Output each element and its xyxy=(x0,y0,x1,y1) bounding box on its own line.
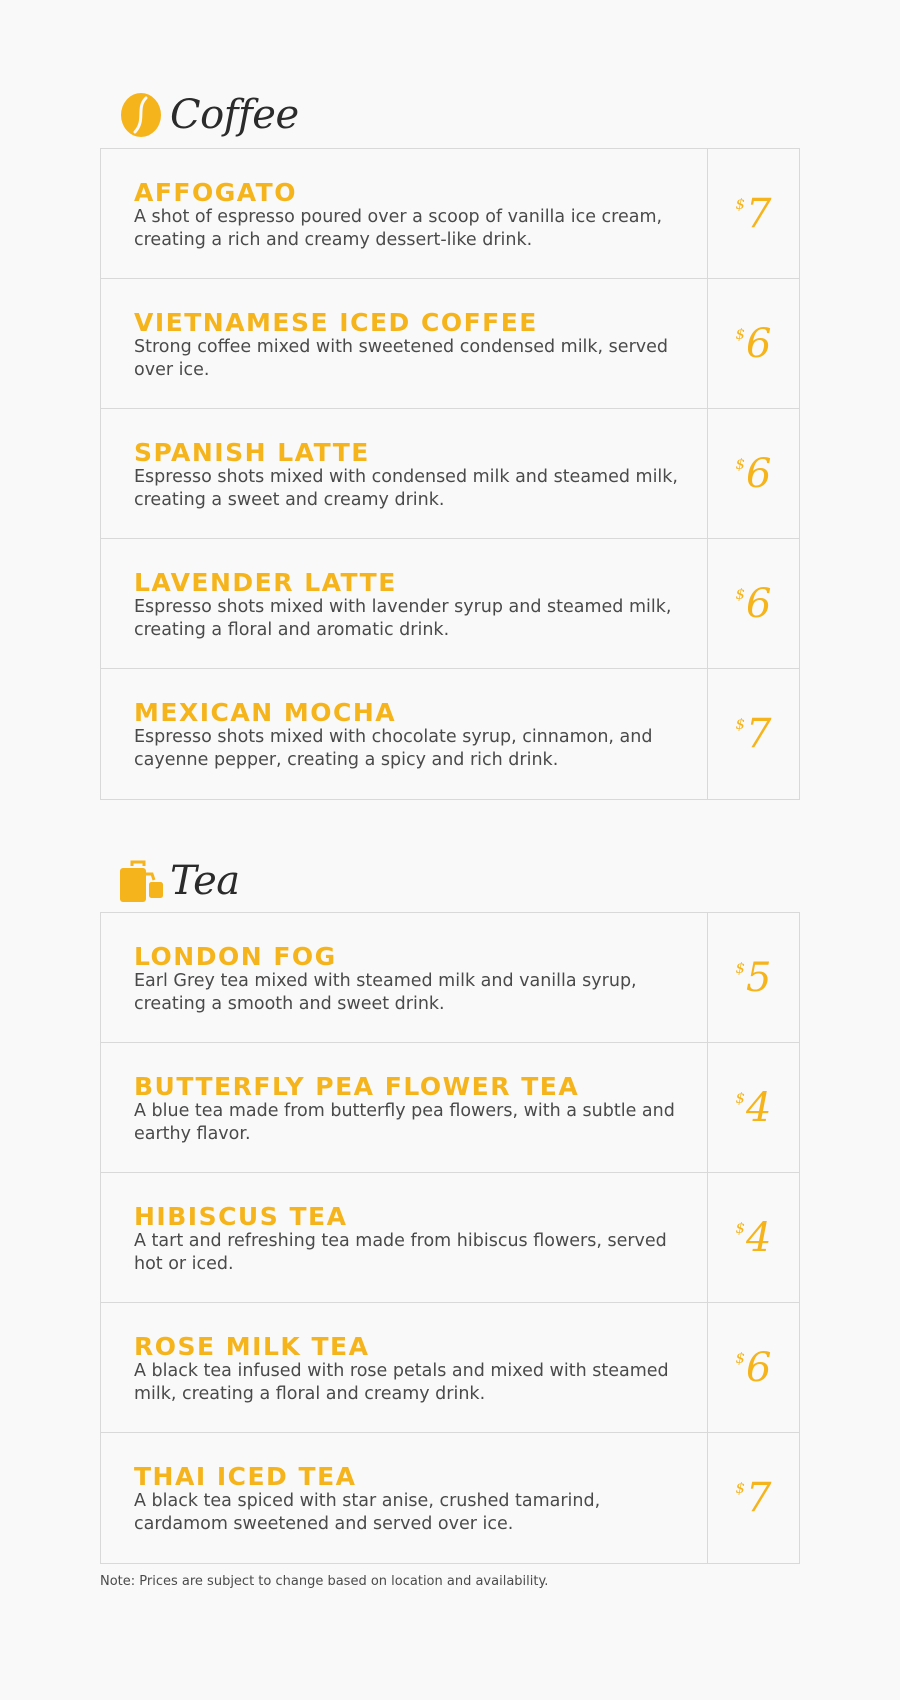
price-cell xyxy=(708,1173,799,1302)
currency-symbol: $ xyxy=(735,715,746,733)
menu-row xyxy=(101,669,799,799)
tea-menu-table xyxy=(100,912,800,1564)
item-cell xyxy=(101,1043,708,1172)
coffee-section-header xyxy=(118,92,299,138)
price-cell xyxy=(708,149,799,278)
price-cell xyxy=(708,1303,799,1432)
currency-symbol: $ xyxy=(735,455,746,473)
item-cell xyxy=(101,279,708,408)
price: 6 xyxy=(746,580,772,627)
item-name: LONDON FOG xyxy=(134,942,337,971)
price: 4 xyxy=(746,1084,772,1131)
price-cell xyxy=(708,1433,799,1563)
currency-symbol: $ xyxy=(735,1479,746,1497)
price: 7 xyxy=(746,1475,772,1521)
tea-bag-icon xyxy=(118,858,164,904)
item-description: Espresso shots mixed with condensed milk and steamed milk, creating a sweet and creamy drink. xyxy=(134,467,678,510)
item-description: A black tea spiced with star anise, crushed tamarind, cardamom sweetened and served over ice. xyxy=(134,1491,601,1534)
currency-symbol: $ xyxy=(735,325,746,343)
section-title-tea: Tea xyxy=(170,858,240,904)
menu-row xyxy=(101,149,799,279)
item-cell xyxy=(101,669,708,799)
item-cell xyxy=(101,409,708,538)
menu-row xyxy=(101,279,799,409)
price: 7 xyxy=(746,190,772,237)
item-name: SPANISH LATTE xyxy=(134,438,370,467)
item-cell xyxy=(101,539,708,668)
item-description: A black tea infused with rose petals and mixed with steamed milk, creating a floral and creamy drink. xyxy=(134,1361,669,1404)
item-cell xyxy=(101,149,708,278)
item-cell xyxy=(101,1433,708,1563)
currency-symbol: $ xyxy=(735,1219,746,1237)
price: 5 xyxy=(746,954,772,1001)
item-cell xyxy=(101,1173,708,1302)
item-name: AFFOGATO xyxy=(134,178,297,207)
item-description: A shot of espresso poured over a scoop of vanilla ice cream, creating a rich and creamy dessert-like drink. xyxy=(134,207,663,250)
section-title-coffee: Coffee xyxy=(170,92,299,138)
price: 6 xyxy=(746,1344,772,1391)
coffee-bean-icon xyxy=(118,92,164,138)
item-name: BUTTERFLY PEA FLOWER TEA xyxy=(134,1072,580,1101)
price-cell xyxy=(708,409,799,538)
price-cell xyxy=(708,1043,799,1172)
item-description: A blue tea made from butterfly pea flowers, with a subtle and earthy flavor. xyxy=(134,1101,675,1144)
currency-symbol: $ xyxy=(735,195,746,213)
price-cell xyxy=(708,913,799,1042)
price: 6 xyxy=(746,450,772,497)
item-name: VIETNAMESE ICED COFFEE xyxy=(134,308,538,337)
item-name: MEXICAN MOCHA xyxy=(134,698,397,727)
currency-symbol: $ xyxy=(735,959,746,977)
item-description: A tart and refreshing tea made from hibiscus flowers, served hot or iced. xyxy=(134,1231,667,1274)
menu-row xyxy=(101,1303,799,1433)
coffee-menu-table xyxy=(100,148,800,800)
menu-row xyxy=(101,1433,799,1563)
menu-row xyxy=(101,539,799,669)
price: 4 xyxy=(746,1214,772,1261)
item-name: ROSE MILK TEA xyxy=(134,1332,370,1361)
price-cell xyxy=(708,539,799,668)
price-cell xyxy=(708,669,799,799)
price-cell xyxy=(708,279,799,408)
item-description: Espresso shots mixed with chocolate syrup, cinnamon, and cayenne pepper, creating a spicy and rich drink. xyxy=(134,727,653,770)
price: 6 xyxy=(746,320,772,367)
menu-row xyxy=(101,1173,799,1303)
currency-symbol: $ xyxy=(735,1349,746,1367)
item-description: Espresso shots mixed with lavender syrup and steamed milk, creating a floral and aromatic drink. xyxy=(134,597,672,640)
currency-symbol: $ xyxy=(735,585,746,603)
item-description: Earl Grey tea mixed with steamed milk and vanilla syrup, creating a smooth and sweet drink. xyxy=(134,971,637,1014)
item-name: THAI ICED TEA xyxy=(134,1462,357,1491)
menu-row xyxy=(101,913,799,1043)
price: 7 xyxy=(746,711,772,757)
item-cell xyxy=(101,1303,708,1432)
item-description: Strong coffee mixed with sweetened condensed milk, served over ice. xyxy=(134,337,668,380)
tea-section-header xyxy=(118,858,240,904)
item-name: LAVENDER LATTE xyxy=(134,568,397,597)
price-note: Note: Prices are subject to change based on location and availability. xyxy=(100,1574,549,1589)
item-name: HIBISCUS TEA xyxy=(134,1202,348,1231)
menu-row xyxy=(101,409,799,539)
currency-symbol: $ xyxy=(735,1089,746,1107)
menu-row xyxy=(101,1043,799,1173)
item-cell xyxy=(101,913,708,1042)
